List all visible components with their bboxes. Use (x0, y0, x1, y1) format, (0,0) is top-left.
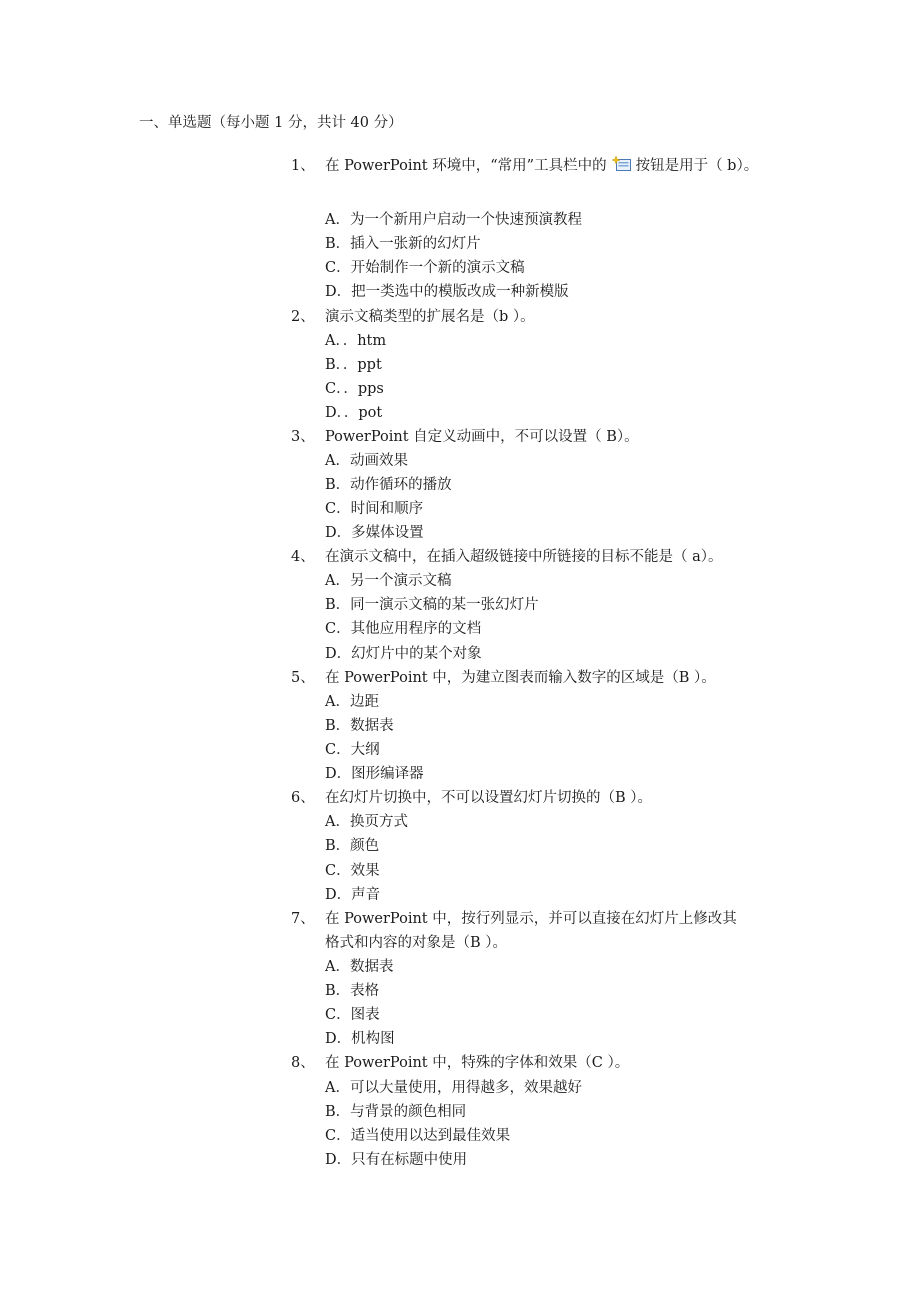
question-number: 7、 (291, 911, 315, 927)
option-c: C．图表 (325, 1007, 380, 1023)
option-a: A．可以大量使用，用得越多，效果越好 (325, 1080, 582, 1096)
option-d: D．机构图 (325, 1031, 395, 1047)
option-b: B．同一演示文稿的某一张幻灯片 (325, 597, 539, 613)
option-b: B．动作循环的播放 (325, 477, 452, 493)
option-a: A．边距 (325, 694, 379, 710)
option-c: C．适当使用以达到最佳效果 (325, 1128, 511, 1144)
question-text-continued: 格式和内容的对象是（B ）。 (325, 935, 508, 951)
question-text (325, 156, 758, 176)
question-text-part: 在 PowerPoint 环境中，“常用”工具栏中的 (325, 158, 607, 174)
option-d: D．声音 (325, 887, 381, 903)
option-a: A．数据表 (325, 959, 394, 975)
option-c: C．开始制作一个新的演示文稿 (325, 260, 525, 276)
option-c: C．效果 (325, 863, 380, 879)
option-b: B．与背景的颜色相同 (325, 1104, 467, 1120)
question-number: 4、 (291, 549, 315, 565)
option-b: B．插入一张新的幻灯片 (325, 236, 481, 252)
option-b: B．表格 (325, 983, 380, 999)
option-c: C．其他应用程序的文档 (325, 621, 482, 637)
option-b: B．颜色 (325, 838, 380, 854)
option-a: A．动画效果 (325, 453, 408, 469)
question-number: 8、 (291, 1055, 315, 1071)
new-slide-icon (612, 156, 632, 172)
question-number: 3、 (291, 429, 315, 445)
option-d: D．把一类选中的模版改成一种新模版 (325, 284, 569, 300)
question-number: 2、 (291, 309, 315, 325)
question-text: 在幻灯片切换中，不可以设置幻灯片切换的（B ）。 (325, 790, 653, 806)
question-number: 6、 (291, 790, 315, 806)
option-d: D．幻灯片中的某个对象 (325, 646, 482, 662)
option-c: C．大纲 (325, 742, 380, 758)
question-text: 演示文稿类型的扩展名是（b ）。 (325, 309, 535, 325)
option-c: C．时间和顺序 (325, 501, 424, 517)
question-text: 在 PowerPoint 中，为建立图表而输入数字的区域是（B ）。 (325, 670, 716, 686)
option-c: C．．pps (325, 381, 384, 397)
option-a: A．为一个新用户启动一个快速预演教程 (325, 212, 582, 228)
question-text-part: 按钮是用于（ b）。 (635, 158, 759, 174)
option-b: B．．ppt (325, 357, 382, 373)
option-d: D．．pot (325, 405, 383, 421)
option-d: D．多媒体设置 (325, 525, 424, 541)
option-a: A．换页方式 (325, 814, 408, 830)
question-number: 5、 (291, 670, 315, 686)
question-text: PowerPoint 自定义动画中，不可以设置（ B）。 (325, 429, 639, 445)
question-text: 在演示文稿中，在插入超级链接中所链接的目标不能是（ a）。 (325, 549, 723, 565)
question-text: 在 PowerPoint 中，特殊的字体和效果（C ）。 (325, 1055, 630, 1071)
option-a: A．另一个演示文稿 (325, 573, 452, 589)
question-text: 在 PowerPoint 中，按行列显示，并可以直接在幻灯片上修改其 (325, 911, 737, 927)
section-title: 一、单选题（每小题 1 分，共计 40 分） (139, 115, 403, 131)
option-a: A．．htm (325, 333, 387, 349)
option-d: D．图形编译器 (325, 766, 424, 782)
question-number: 1、 (291, 158, 315, 174)
option-b: B．数据表 (325, 718, 394, 734)
option-d: D．只有在标题中使用 (325, 1152, 468, 1168)
